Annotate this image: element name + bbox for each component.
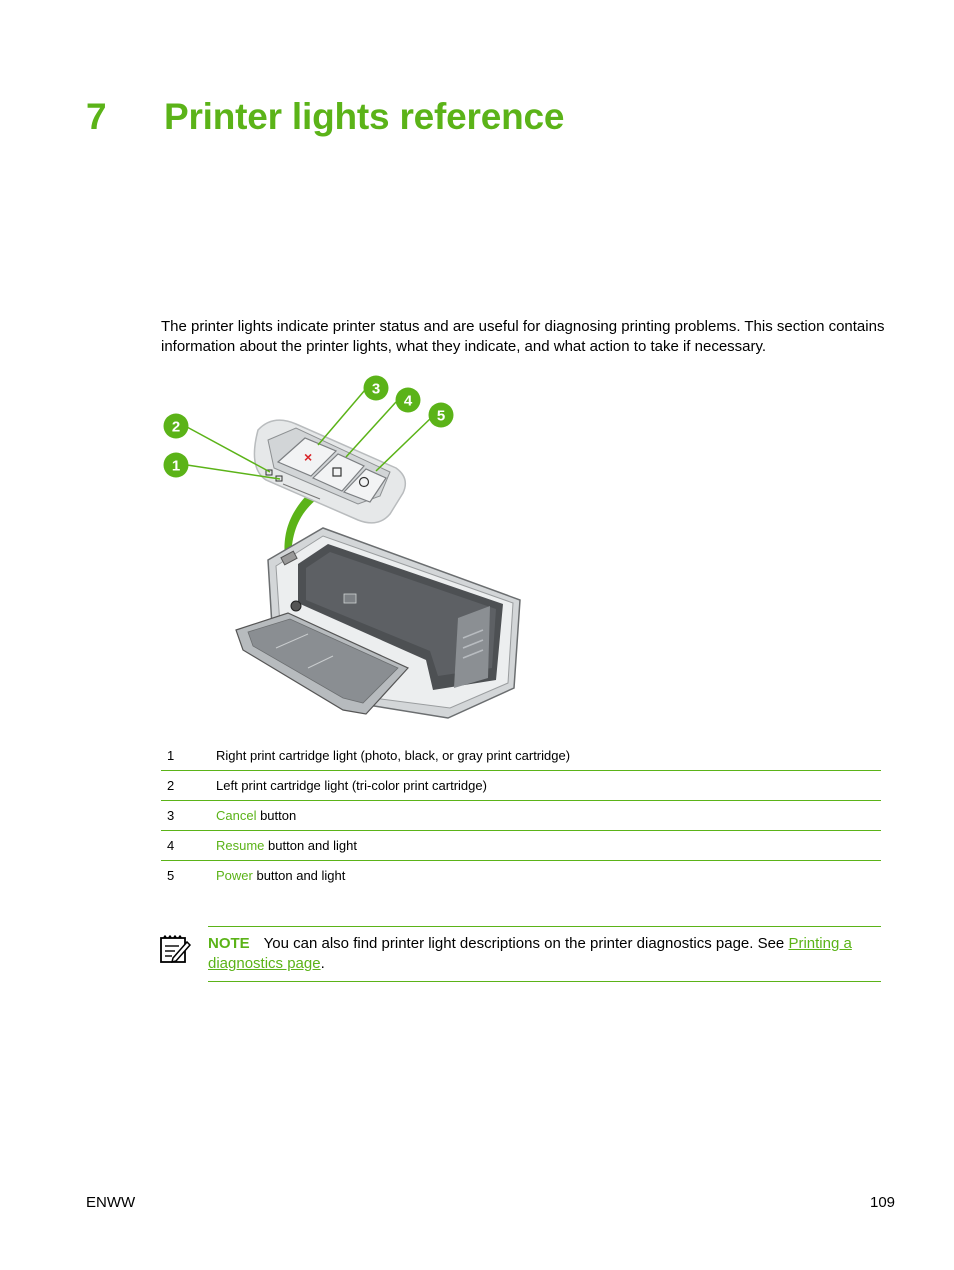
printer-illustration — [158, 368, 538, 720]
chapter-title-text: Printer lights reference — [164, 96, 565, 137]
legend-table — [161, 741, 881, 890]
control-panel-closeup — [254, 420, 405, 523]
chapter-title — [86, 96, 564, 138]
note-label: NOTE — [208, 935, 250, 952]
callout-3-label: 3 — [371, 380, 381, 398]
legend-number: 5 — [161, 861, 216, 891]
footer-left: ENWW — [86, 1194, 136, 1211]
legend-description: Resume button and light — [216, 831, 881, 861]
callout-4 — [396, 388, 421, 413]
printing-diagnostics-link[interactable]: Printing a diagnostics page — [208, 935, 852, 972]
note-box: NOTE You can also find printer light descriptions on the printer diagnostics page. See Printing a diagnostics page. — [208, 926, 881, 982]
legend-description: Left print cartridge light (tri-color print cartridge) — [216, 771, 881, 801]
callout-1-label: 1 — [171, 457, 181, 475]
page-number: 109 — [870, 1194, 896, 1211]
legend-number: 4 — [161, 831, 216, 861]
table-row — [161, 831, 881, 861]
legend-number: 2 — [161, 771, 216, 801]
table-row — [161, 741, 881, 771]
callout-4-label: 4 — [403, 392, 413, 410]
chapter-number: 7 — [86, 96, 107, 137]
legend-number: 1 — [167, 748, 175, 763]
legend-description: Cancel button — [216, 801, 881, 831]
legend-description: Right print cartridge light (photo, black, or gray print cartridge) — [216, 748, 571, 763]
table-row — [161, 861, 881, 891]
callout-1 — [164, 453, 189, 478]
svg-text:×: × — [304, 449, 313, 465]
table-row — [161, 771, 881, 801]
callout-3 — [364, 376, 389, 401]
legend-number: 3 — [161, 801, 216, 831]
resume-link[interactable]: Resume — [216, 838, 265, 853]
callout-5 — [429, 403, 454, 428]
callout-5-label: 5 — [436, 407, 446, 425]
callout-2 — [164, 414, 189, 439]
callout-2-label: 2 — [171, 418, 181, 436]
power-link[interactable]: Power — [216, 868, 253, 883]
cancel-link[interactable]: Cancel — [216, 808, 257, 823]
note-icon — [159, 932, 191, 964]
table-row — [161, 801, 881, 831]
legend-description: Power button and light — [216, 861, 881, 891]
intro-paragraph: The printer lights indicate printer status and are useful for diagnosing printing problems. This section contains information about the printer lights, what they indicate, and what action to take if necessary. — [161, 318, 885, 355]
note-text: You can also find printer light descriptions on the printer diagnostics page. See — [263, 935, 789, 952]
